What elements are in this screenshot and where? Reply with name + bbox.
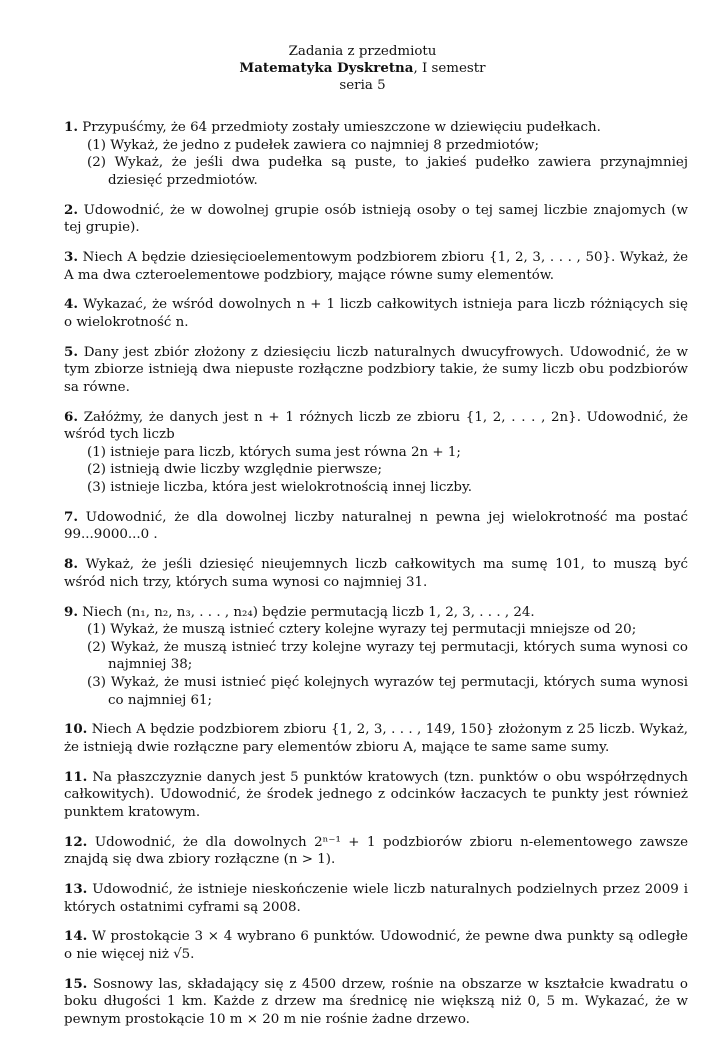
- problem-15: [64, 976, 688, 1029]
- semester-label: , I semestr: [413, 61, 486, 76]
- problem-subitem: (2) Wykaż, że muszą istnieć trzy kolejne wyrazy tej permutacji, których suma wynosi co najmniej 38;: [87, 639, 688, 673]
- problem-list: [64, 119, 688, 1041]
- problem-text: Przypuśćmy, że 64 przedmioty zostały umieszczone w dziewięciu pudełkach.: [82, 120, 601, 135]
- problem-number: 7.: [64, 508, 78, 525]
- problem-text: Załóżmy, że danych jest n + 1 różnych liczb ze zbioru {1, 2, . . . , 2n}. Udowodnić, że wśród tych liczb: [64, 409, 688, 443]
- problem-text: Udowodnić, że w dowolnej grupie osób istnieją osoby o tej samej liczbie znajomych (w tej grupie).: [64, 202, 688, 236]
- document-header: [0, 43, 725, 94]
- problem-text: Wykaż, że jeśli dziesięć nieujemnych liczb całkowitych ma sumę 101, to muszą być wśród nich trzy, których suma wynosi co najmniej 31.: [64, 557, 688, 590]
- problem-5: [64, 344, 688, 397]
- problem-subitem: (3) Wykaż, że musi istnieć pięć kolejnych wyrazów tej permutacji, których suma wynosi co najmniej 61;: [87, 674, 688, 708]
- problem-text: Na płaszczyznie danych jest 5 punktów kratowych (tzn. punktów o obu współrzędnych całkowitych). Udowodnić, że środek jednego z odcinków łaczacych te punkty jest również punktem kratowym.: [64, 769, 688, 820]
- problem-2: [64, 202, 688, 237]
- problem-subitem: (1) Wykaż, że muszą istnieć cztery kolejne wyrazy tej permutacji mniejsze od 20;: [87, 622, 637, 638]
- problem-11: [64, 769, 688, 822]
- problem-number: 12.: [64, 833, 88, 850]
- problem-text: Udowodnić, że dla dowolnej liczby naturalnej n pewna jej wielokrotność ma postać 99...9000...0 .: [64, 509, 688, 543]
- problem-number: 1.: [64, 119, 78, 135]
- problem-text: Udowodnić, że istnieje nieskończenie wiele liczb naturalnych podzielnych przez 2009 i których ostatnimi cyframi są 2008.: [64, 882, 688, 915]
- problem-text: Udowodnić, że dla dowolnych 2ⁿ⁻¹ + 1 podzbiorów zbioru n-elementowego zawsze znajdą się dwa zbiory rozłączne (n > 1).: [64, 834, 688, 868]
- problem-text: Niech A będzie dziesięcioelementowym podzbiorem zbioru {1, 2, 3, . . . , 50}. Wykaż, że A ma dwa czteroelementowe podzbiory, mające równe sumy elementów.: [64, 249, 688, 283]
- problem-14: [64, 928, 688, 963]
- problem-text: Sosnowy las, składający się z 4500 drzew, rośnie na obszarze w kształcie kwadratu o boku długości 1 km. Każde z drzew ma średnicę nie większą niż 0, 5 m. Wykazać, że w pewnym prostokącie 10 m × 20 m nie rośnie żadne drzewo.: [64, 976, 688, 1027]
- subject-title: Matematyka Dyskretna: [239, 60, 414, 76]
- problem-number: 15.: [64, 975, 88, 992]
- problem-number: 2.: [64, 201, 78, 218]
- problem-12: [64, 834, 688, 869]
- problem-number: 4.: [64, 296, 78, 313]
- problem-number: 10.: [64, 721, 88, 738]
- problem-number: 9.: [64, 603, 78, 620]
- problem-13: [64, 881, 688, 916]
- problem-subitem: (3) istnieje liczba, która jest wielokrotnością innej liczby.: [87, 480, 473, 496]
- problem-10: [64, 721, 688, 756]
- problem-text: Wykazać, że wśród dowolnych n + 1 liczb całkowitych istnieja para liczb różniących się o wielokrotność n.: [64, 297, 688, 330]
- problem-number: 6.: [64, 408, 78, 425]
- problem-1: [64, 119, 688, 189]
- problem-text: Niech (n₁, n₂, n₃, . . . , n₂₄) będzie permutacją liczb 1, 2, 3, . . . , 24.: [82, 604, 535, 620]
- problem-subitem: (1) Wykaż, że jedno z pudełek zawiera co najmniej 8 przedmiotów;: [87, 137, 540, 153]
- series-label: seria 5: [339, 78, 386, 93]
- problem-9: [64, 604, 688, 710]
- header-line2: [0, 60, 725, 77]
- problem-number: 11.: [64, 768, 88, 785]
- problem-text: Dany jest zbiór złożony z dziesięciu liczb naturalnych dwucyfrowych. Udowodnić, że w tym zbiorze istnieją dwa niepuste rozłączne podzbiory takie, że sumy liczb obu podzbiorów sa równe.: [64, 344, 688, 395]
- problem-number: 5.: [64, 343, 78, 360]
- problem-text: W prostokącie 3 × 4 wybrano 6 punktów. Udowodnić, że pewne dwa punkty są odległe o nie więcej niż √5.: [64, 929, 688, 962]
- problem-7: [64, 509, 688, 544]
- problem-subitem: (2) Wykaż, że jeśli dwa pudełka są puste, to jakieś pudełko zawiera przynajmniej dziesięć przedmiotów.: [87, 155, 688, 188]
- problem-number: 14.: [64, 928, 88, 945]
- problem-number: 13.: [64, 881, 88, 898]
- problem-number: 3.: [64, 248, 78, 265]
- problem-subitem: (2) istnieją dwie liczby względnie pierwsze;: [87, 462, 382, 478]
- problem-6: [64, 409, 688, 497]
- problem-8: [64, 556, 688, 591]
- problem-4: [64, 296, 688, 331]
- header-line1: Zadania z przedmiotu: [288, 44, 437, 59]
- problem-number: 8.: [64, 556, 78, 573]
- problem-subitem: (1) istnieje para liczb, których suma jest równa 2n + 1;: [87, 444, 461, 460]
- problem-3: [64, 249, 688, 284]
- problem-text: Niech A będzie podzbiorem zbioru {1, 2, 3, . . . , 149, 150} złożonym z 25 liczb. Wykaż, że istnieją dwie rozłączne pary elementów zbioru A, mające te same same sumy.: [64, 722, 689, 755]
